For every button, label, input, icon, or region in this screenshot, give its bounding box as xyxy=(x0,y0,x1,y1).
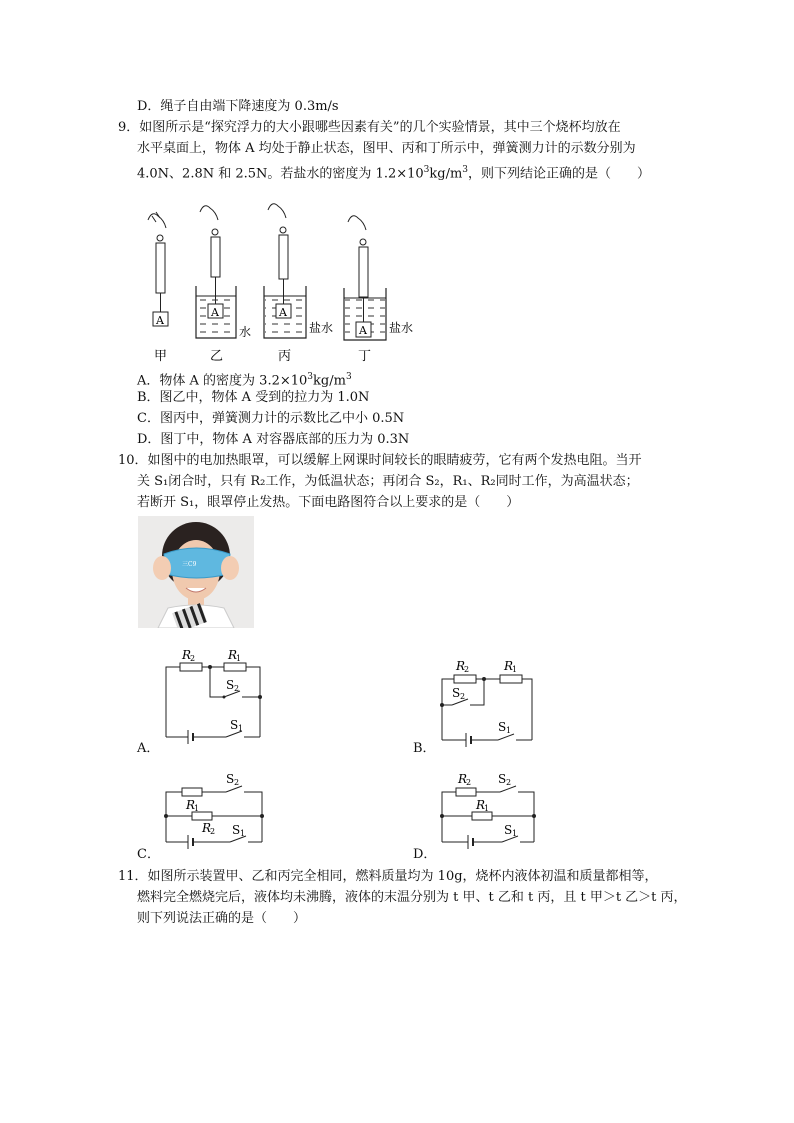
s2-label: S xyxy=(226,772,235,786)
caption-bing: 丙 xyxy=(278,349,292,364)
block-a-bing: A xyxy=(279,306,287,319)
resistor-r1 xyxy=(500,675,522,683)
circuit-d-label[interactable]: D． xyxy=(413,847,437,862)
r2-label: R xyxy=(202,821,212,835)
circuit-b xyxy=(426,655,546,755)
resistor-top xyxy=(182,788,202,796)
q9-stem-line2: 水平桌面上，物体 A 均处于静止状态，图甲、丙和丁所示中，弹簧测力计的示数分别为 xyxy=(137,141,636,156)
liquid-salt-label-2: 盐水 xyxy=(389,321,414,335)
eye-mask-photo xyxy=(138,516,254,628)
liquid-water-label: 水 xyxy=(239,325,252,339)
r1-label: R xyxy=(476,798,486,812)
q10-stem-line1: 10．如图中的电加热眼罩，可以缓解上网课时间较长的眼睛疲劳，它有两个发热电阻。当开 xyxy=(118,453,642,468)
q10-stem-line3: 若断开 S₁，眼罩停止发热。下面电路图符合以上要求的是（ ） xyxy=(137,495,520,510)
buoyancy-experiment-figure xyxy=(138,200,428,370)
s2-label: S xyxy=(452,686,461,700)
circuit-c-label[interactable]: C． xyxy=(137,847,160,862)
circuit-b-label[interactable]: B． xyxy=(413,741,436,756)
q10-stem-line2: 关 S₁闭合时，只有 R₂工作，为低温状态；再闭合 S₂，R₁、R₂同时工作，为高温状态； xyxy=(137,474,639,489)
block-a-jia: A xyxy=(156,314,164,327)
s2-sub: 2 xyxy=(506,778,512,787)
q9-option-a: A．物体 A 的密度为 $3.2\times 10^3kg/m^3$ xyxy=(137,372,352,389)
block-a-yi: A xyxy=(211,306,219,319)
circuit-a xyxy=(136,645,276,755)
r1-label: R xyxy=(186,798,196,812)
circuit-c xyxy=(150,770,270,855)
r1-sub: 1 xyxy=(194,804,200,813)
s1-sub: 1 xyxy=(238,724,244,733)
r1-sub: 1 xyxy=(484,804,490,813)
s2-sub: 2 xyxy=(460,692,466,701)
caption-jia: 甲 xyxy=(154,349,168,364)
s1-sub: 1 xyxy=(512,829,518,838)
s1-label: S xyxy=(232,823,241,837)
scale-ding xyxy=(344,216,413,340)
circuit-d xyxy=(428,770,548,855)
q8-option-d: D．绳子自由端下降速度为 0.3m/s xyxy=(137,99,339,114)
resistor-r1 xyxy=(192,812,212,820)
r2-sub: 2 xyxy=(466,778,472,787)
scale-yi xyxy=(196,206,251,339)
caption-yi: 乙 xyxy=(210,349,224,364)
scale-jia xyxy=(148,212,168,327)
resistor-r1 xyxy=(224,663,246,671)
r2-sub: 2 xyxy=(464,665,470,674)
q9-option-c: C．图丙中，弹簧测力计的示数比乙中小 0.5N xyxy=(137,411,405,426)
s2-sub: 2 xyxy=(234,684,240,693)
r1-label: R xyxy=(228,648,238,662)
s1-label: S xyxy=(504,823,513,837)
block-a-ding: A xyxy=(359,324,367,337)
svg-text:三C9: 三C9 xyxy=(182,561,197,568)
liquid-salt-label-1: 盐水 xyxy=(309,321,334,335)
q11-stem-line2: 燃料完全燃烧完后，液体均未沸腾，液体的末温分别为 t 甲、t 乙和 t 丙，且 t 甲＞t 乙＞t 丙， xyxy=(137,890,687,905)
q9-stem-line1: 9．如图所示是“探究浮力的大小跟哪些因素有关”的几个实验情景，其中三个烧杯均放在 xyxy=(118,120,621,135)
s1-label: S xyxy=(498,720,507,734)
caption-ding: 丁 xyxy=(358,349,372,364)
r2-sub: 2 xyxy=(190,654,196,663)
q9-option-d: D．图丁中，物体 A 对容器底部的压力为 0.3N xyxy=(137,432,410,447)
q11-stem-line3: 则下列说法正确的是（ ） xyxy=(137,911,307,926)
resistor-r2 xyxy=(456,788,476,796)
circuit-a-label[interactable]: A． xyxy=(137,741,160,756)
s1-sub: 1 xyxy=(240,829,246,838)
q9-option-b: B．图乙中，物体 A 受到的拉力为 1.0N xyxy=(137,390,370,405)
s2-sub: 2 xyxy=(234,778,240,787)
r2-sub: 2 xyxy=(210,827,216,836)
r2-label: R xyxy=(456,659,466,673)
scale-bing xyxy=(264,204,333,338)
s1-sub: 1 xyxy=(506,726,512,735)
r1-label: R xyxy=(504,659,514,673)
resistor-r1 xyxy=(472,812,492,820)
s2-label: S xyxy=(226,678,235,692)
r2-label: R xyxy=(182,648,192,662)
q11-stem-line1: 11．如图所示装置甲、乙和丙完全相同，燃料质量均为 10g，烧杯内液体初温和质量都相等， xyxy=(118,869,658,884)
s2-label: S xyxy=(498,772,507,786)
q9-stem-line3: 4.0N、2.8N 和 2.5N。若盐水的密度为 $1.2\times 10^3kg/m^3$，则下列结论正确的是（ ） xyxy=(137,165,651,182)
r1-sub: 1 xyxy=(236,654,242,663)
resistor-r2 xyxy=(180,663,202,671)
r2-label: R xyxy=(458,772,468,786)
r1-sub: 1 xyxy=(512,665,518,674)
s1-label: S xyxy=(230,718,239,732)
resistor-r2 xyxy=(454,675,476,683)
